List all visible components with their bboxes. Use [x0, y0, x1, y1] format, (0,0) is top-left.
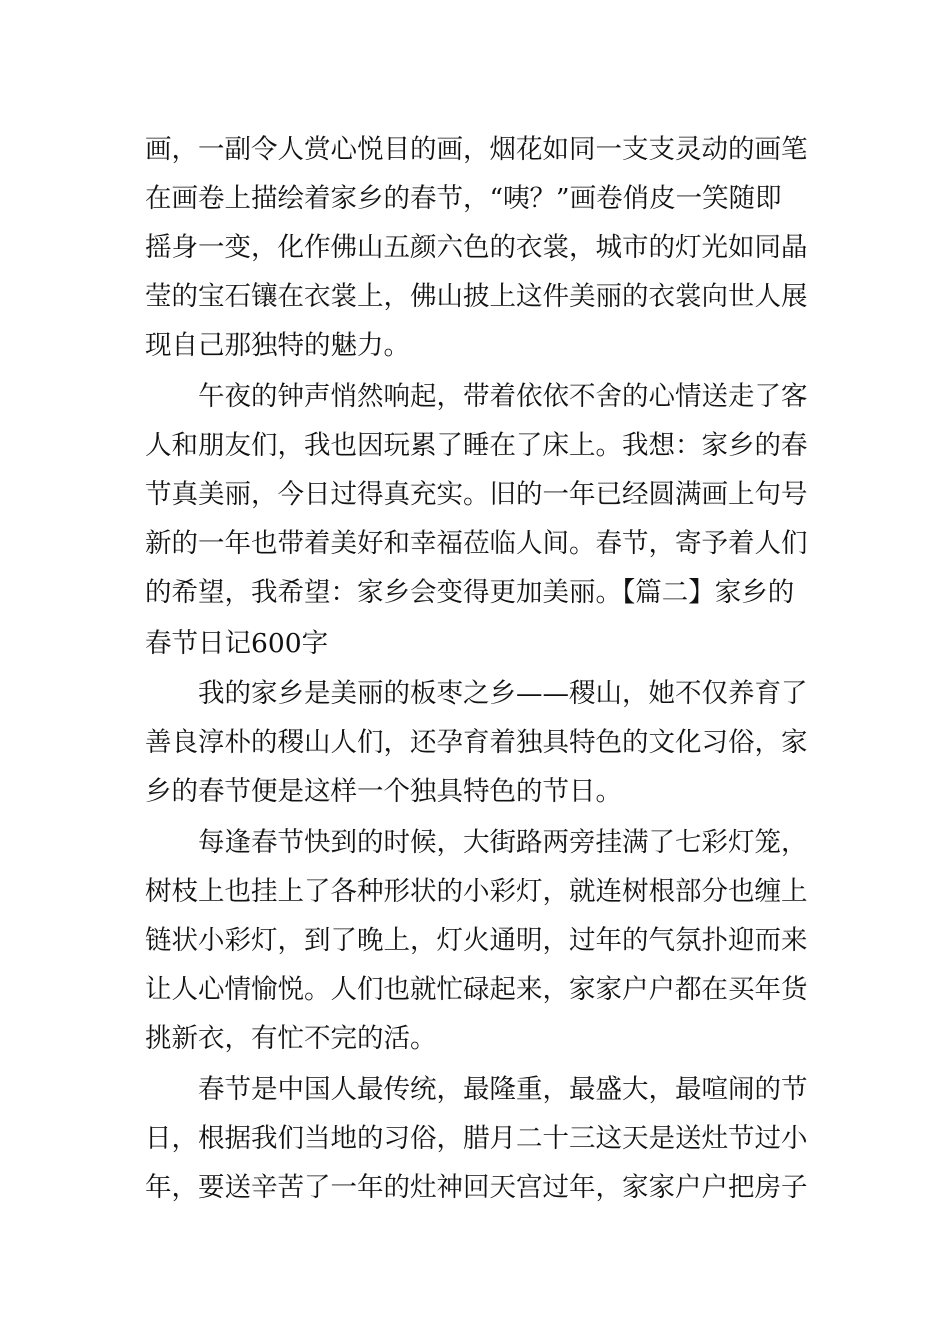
text-line: 新的一年也带着美好和幸福莅临人间。春节，寄予着人们 — [145, 528, 808, 559]
paragraph-first-line: 我的家乡是美丽的板枣之乡——稷山，她不仅养育了 — [198, 678, 808, 709]
text-line: 日，根据我们当地的习俗，腊月二十三这天是送灶节过小 — [145, 1123, 808, 1154]
text-line: 年，要送辛苦了一年的灶神回天宫过年，家家户户把房子 — [145, 1172, 808, 1203]
text-line: 链状小彩灯，到了晚上，灯火通明，过年的气氛扑迎而来 — [145, 925, 808, 956]
text-line: 乡的春节便是这样一个独具特色的节日。 — [145, 776, 622, 807]
text-line: 在画卷上描绘着家乡的春节，“咦？”画卷俏皮一笑随即 — [145, 183, 782, 214]
text-line: 人和朋友们，我也因玩累了睡在了床上。我想：家乡的春 — [145, 430, 808, 461]
text-line: 的希望，我希望：家乡会变得更加美丽。【篇二】家乡的 — [145, 577, 795, 608]
text-line: 节真美丽，今日过得真充实。旧的一年已经圆满画上句号 — [145, 479, 808, 510]
text-line: 挑新衣，有忙不完的活。 — [145, 1023, 437, 1054]
text-line: 摇身一变，化作佛山五颜六色的衣裳，城市的灯光如同晶 — [145, 232, 808, 263]
text-line: 画，一副令人赏心悦目的画，烟花如同一支支灵动的画笔 — [145, 134, 808, 165]
text-line: 春节日记600字 — [145, 628, 329, 659]
text-line: 树枝上也挂上了各种形状的小彩灯，就连树根部分也缠上 — [145, 876, 808, 907]
paragraph-first-line: 每逢春节快到的时候，大街路两旁挂满了七彩灯笼， — [198, 827, 808, 858]
text-line: 现自己那独特的魅力。 — [145, 330, 410, 361]
paragraph-first-line: 午夜的钟声悄然响起，带着依依不舍的心情送走了客 — [198, 381, 808, 412]
text-line: 让人心情愉悦。人们也就忙碌起来，家家户户都在买年货 — [145, 974, 808, 1005]
paragraph-first-line: 春节是中国人最传统，最隆重，最盛大，最喧闹的节 — [198, 1074, 808, 1105]
text-line: 善良淳朴的稷山人们，还孕育着独具特色的文化习俗，家 — [145, 727, 808, 758]
text-line: 莹的宝石镶在衣裳上，佛山披上这件美丽的衣裳向世人展 — [145, 281, 808, 312]
